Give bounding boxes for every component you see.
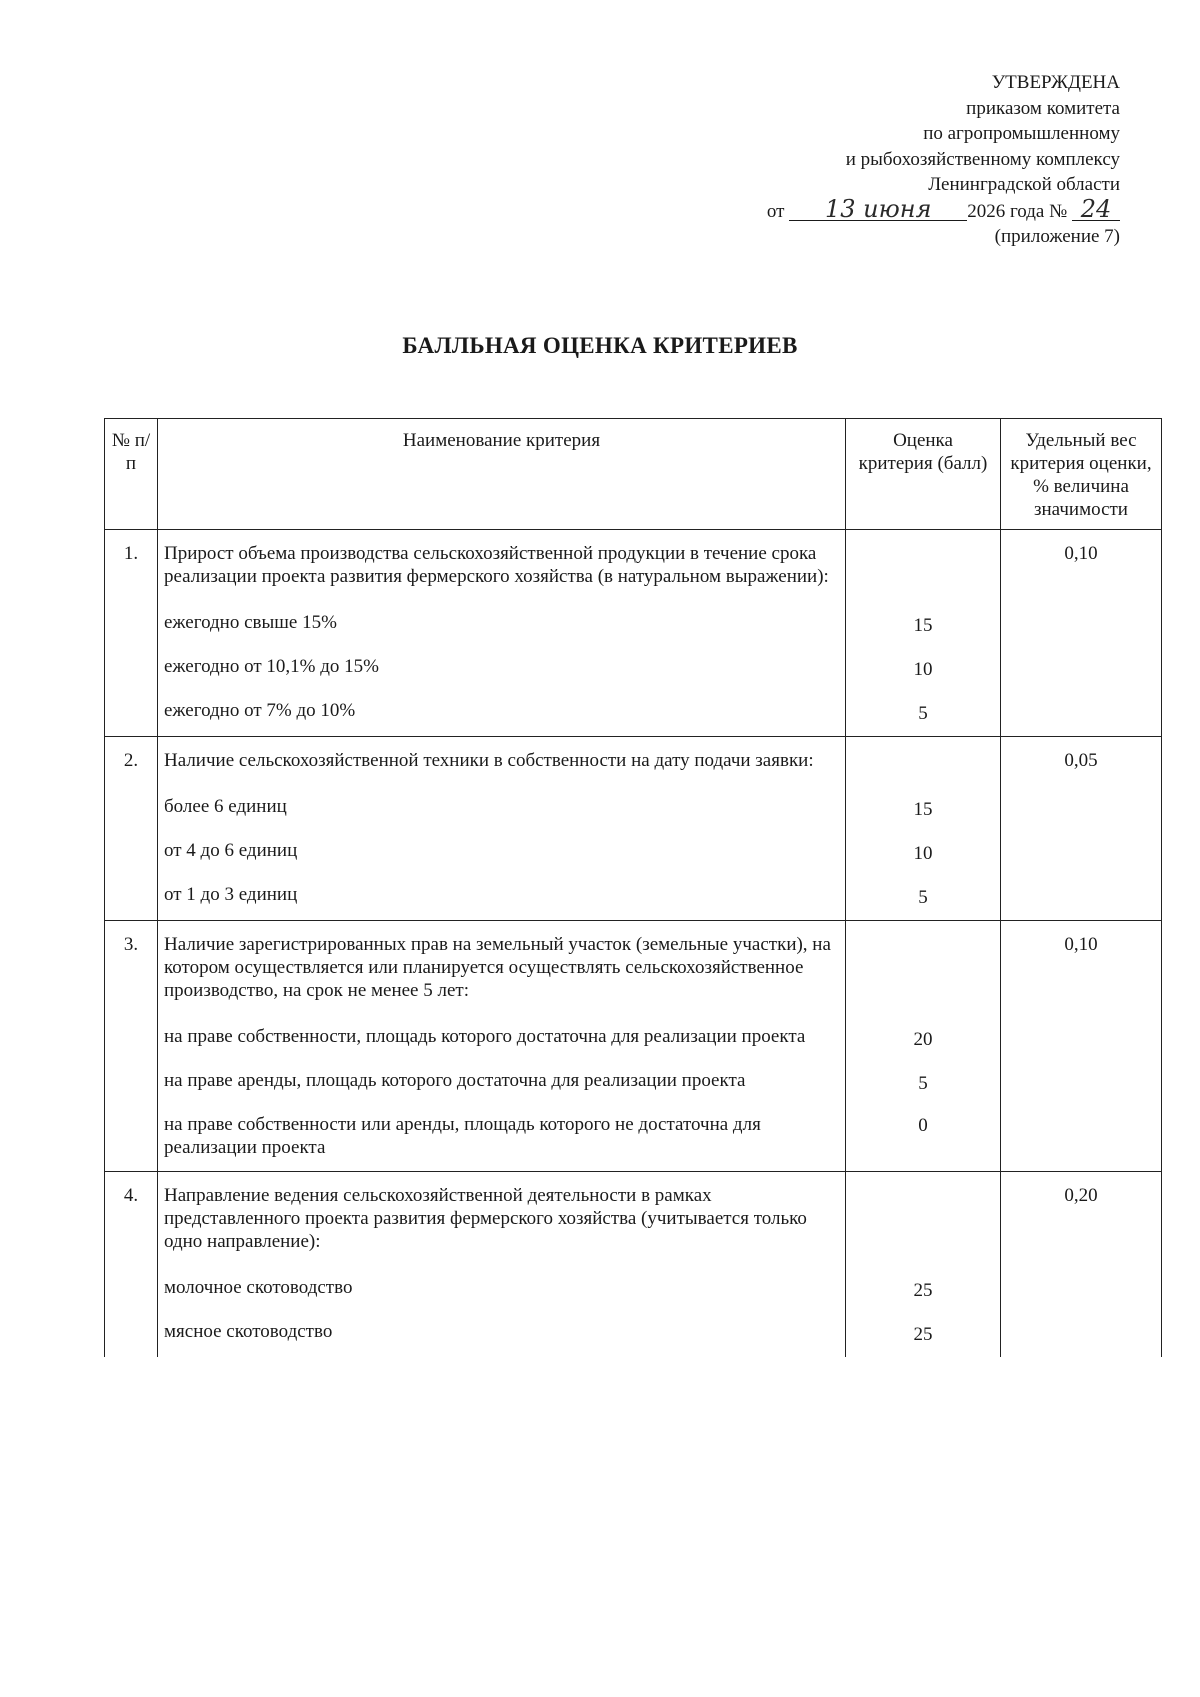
header-weight: Удельный вес критерия оценки, % величина значимости [1001, 419, 1162, 530]
header-name: Наименование критерия [158, 419, 846, 530]
score-cell [846, 530, 1001, 737]
approval-line: по агропромышленному [923, 123, 1120, 144]
approval-line: Ленинградской области [928, 174, 1120, 195]
score-value: 15 [913, 798, 933, 820]
approval-line: и рыбохозяйственному комплексу [845, 148, 1120, 170]
handwritten-order-number: 24 [1072, 198, 1120, 221]
criteria-table [104, 418, 1162, 1357]
criterion-option: от 1 до 3 единиц [164, 884, 298, 905]
criterion-option: молочное скотоводство [164, 1277, 353, 1298]
score-value: 20 [913, 1028, 933, 1050]
header-num: № п/п [105, 419, 158, 530]
table-row [105, 1172, 1162, 1358]
score-cell [846, 1172, 1001, 1358]
score-value: 25 [913, 1279, 933, 1301]
row-number: 3. [105, 921, 158, 1172]
criterion-title: Направление ведения сельскохозяйственной деятельности в рамках представленного проекта развития фермерского хозяйства (учитывается только одно направление): [164, 1185, 807, 1252]
criterion-title: Наличие сельскохозяйственной техники в собственности на дату подачи заявки: [164, 750, 814, 771]
criterion-option: на праве собственности или аренды, площадь которого не достаточна для реализации проекта [164, 1114, 761, 1158]
criterion-option: на праве аренды, площадь которого достаточна для реализации проекта [164, 1070, 746, 1091]
approval-heading: УТВЕРЖДЕНА [991, 72, 1120, 93]
score-value: 15 [913, 614, 933, 636]
weight-value: 0,10 [1001, 530, 1162, 737]
criterion-option: более 6 единиц [164, 796, 287, 817]
criterion-cell [158, 921, 846, 1172]
weight-value: 0,05 [1001, 737, 1162, 921]
criterion-option: ежегодно свыше 15% [164, 612, 337, 633]
criterion-option: ежегодно от 10,1% до 15% [164, 656, 379, 677]
score-value: 10 [913, 658, 933, 680]
score-value: 5 [918, 886, 928, 908]
table-header-row [105, 419, 1162, 530]
criterion-option: ежегодно от 7% до 10% [164, 700, 356, 721]
table-row [105, 530, 1162, 737]
page-title: БАЛЛЬНАЯ ОЦЕНКА КРИТЕРИЕВ [402, 333, 798, 358]
criterion-option: мясное скотоводство [164, 1321, 333, 1342]
approval-line: приказом комитета [966, 97, 1120, 119]
score-cell [846, 921, 1001, 1172]
score-value: 25 [913, 1323, 933, 1345]
criterion-cell [158, 530, 846, 737]
criterion-cell [158, 1172, 846, 1358]
weight-value: 0,10 [1001, 921, 1162, 1172]
table-row [105, 921, 1162, 1172]
criterion-title: Прирост объема производства сельскохозяйственной продукции в течение срока реализации проекта развития фермерского хозяйства (в натуральном выражении): [164, 543, 829, 587]
table-body [105, 530, 1162, 1358]
header-score: Оценка критерия (балл) [846, 419, 1001, 530]
table-row [105, 737, 1162, 921]
score-value: 5 [918, 702, 928, 724]
row-number: 1. [105, 530, 158, 737]
handwritten-date: 13 июня [789, 198, 967, 221]
weight-value: 0,20 [1001, 1172, 1162, 1358]
appendix-note: (приложение 7) [994, 226, 1120, 247]
criterion-title: Наличие зарегистрированных прав на земельный участок (земельные участки), на котором осуществляется или планируется осуществлять сельскохозяйственное производство, на срок не менее 5 лет: [164, 934, 831, 1001]
score-value: 10 [913, 842, 933, 864]
from-prefix: от [766, 200, 785, 222]
score-cell [846, 737, 1001, 921]
criterion-option: от 4 до 6 единиц [164, 840, 298, 861]
score-value: 0 [918, 1114, 928, 1136]
criterion-option: на праве собственности, площадь которого достаточна для реализации проекта [164, 1026, 806, 1047]
order-date-line [766, 194, 1120, 225]
score-value: 5 [918, 1072, 928, 1094]
criterion-cell [158, 737, 846, 921]
approval-block [767, 70, 1120, 250]
row-number: 4. [105, 1172, 158, 1358]
row-number: 2. [105, 737, 158, 921]
year-text: 2026 года № [967, 200, 1068, 222]
